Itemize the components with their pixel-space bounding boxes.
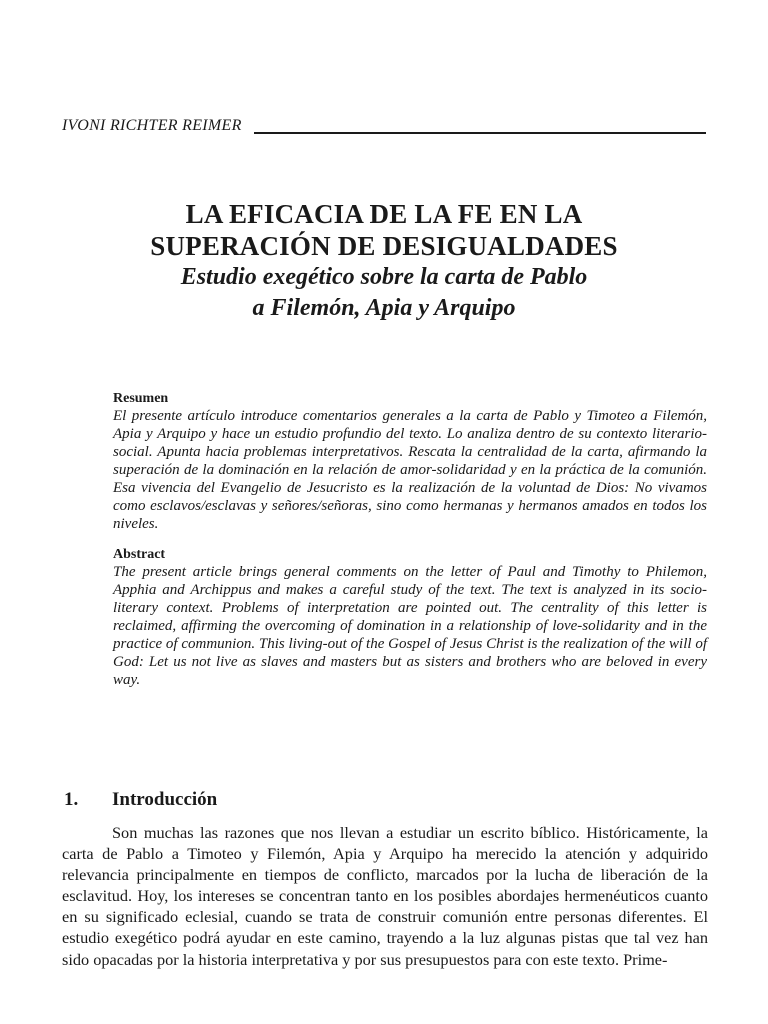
section-title: Introducción	[112, 789, 218, 810]
running-header	[62, 118, 706, 134]
resumen-label: Resumen	[113, 391, 169, 406]
header-rule	[254, 132, 706, 134]
resumen-section	[113, 390, 707, 533]
article-title-block	[62, 198, 706, 324]
author-name: IVONI RICHTER REIMER	[62, 117, 242, 134]
section-heading	[64, 788, 217, 812]
article-title-line-1: LA EFICACIA DE LA FE EN LA	[185, 199, 583, 229]
abstract-label: Abstract	[113, 547, 166, 562]
body-paragraph: Son muchas las razones que nos llevan a estudiar un escrito bíblico. Históricamente, la carta de Pablo a Timoteo y Filemón, Apia y Arquipo ha merecido la atención y adquirido relevancia principalmente en tiempos de conflicto, marcados por la lucha de liberación de la esclavitud. Hoy, los intereses se concentran tanto en los posibles abordajes hermenéuticos cuanto en su significado eclesial, cuando se trata de construir comunión entre personas diferentes. El estudio exegético podrá ayudar en este camino, trayendo a la luz algunas pistas que tal vez han sido opacadas por la historia interpretativa y por sus presupuestos para con este texto. Prime-	[62, 823, 708, 969]
resumen-text: El presente artículo introduce comentarios generales a la carta de Pablo y Timoteo a Filemón, Apia y Arquipo y hace un estudio profundio del texto. Lo analiza dentro de su contexto literario-social. Apunta hacia problemas interpretativos. Rescata la centralidad de la carta, afirmando la superación de la dominación en la relación de amor-solidaridad y en la práctica de la comunión. Esa vivencia del Evangelio de Jesucristo es la realización de la voluntad de Dios: No vivamos como esclavos/esclavas y señores/señoras, sino como hermanas y hermanos amados en todos los niveles.	[113, 408, 707, 532]
article-title-line-2: SUPERACIÓN DE DESIGUALDADES	[150, 231, 618, 261]
abstract-text: The present article brings general comments on the letter of Paul and Timothy to Philemon, Apphia and Archippus and makes a careful study of the text. The text is analyzed in its socio-literary context. Problems of interpretation are pointed out. The centrality of this letter is reclaimed, affirming the overcoming of domination in a relationship of love-solidarity and in the practice of communion. This living-out of the Gospel of Jesus Christ is the realization of the will of God: Let us not live as slaves and masters but as sisters and brothers who are beloved in every way.	[113, 564, 707, 688]
article-subtitle-line-2: a Filemón, Apia y Arquipo	[252, 295, 516, 321]
section-number: 1.	[64, 789, 79, 810]
abstract-section	[113, 546, 707, 689]
article-subtitle-line-1: Estudio exegético sobre la carta de Pablo	[180, 264, 588, 290]
